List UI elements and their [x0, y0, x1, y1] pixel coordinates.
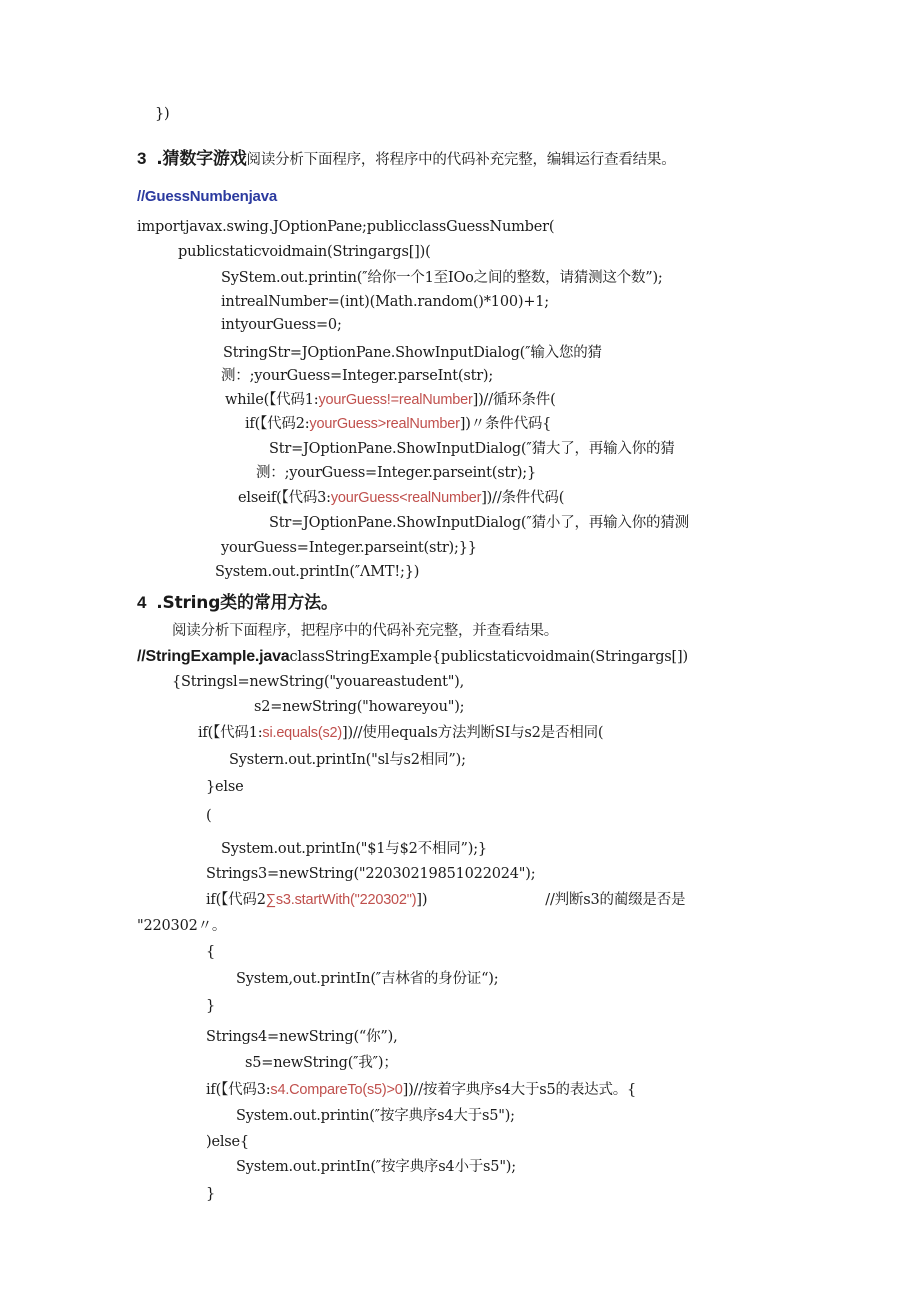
code-line-if	[206, 1080, 636, 1100]
code-text: ])//条件代码(	[481, 490, 565, 506]
code-text: if(【代码1:	[198, 725, 263, 741]
code-line: Systern.out.printIn("sl与s2相同”);	[229, 752, 466, 768]
code-text: ])〃条件代码{	[459, 416, 552, 432]
code-line-if	[206, 890, 685, 910]
code-answer-3: yourGuess<realNumber	[330, 490, 482, 506]
code-comment: //判断s3的蔺缀是否是	[545, 892, 686, 908]
code-line: importjavax.swing.JOptionPane;publicclassGuessNumber(	[137, 219, 555, 235]
code-answer-1: yourGuess!=realNumber	[318, 392, 473, 408]
code-line-while	[225, 390, 556, 410]
code-line: Strings4=newString(“你”),	[206, 1029, 398, 1045]
closing-brace-line: })	[155, 106, 170, 122]
code-line: Str=JOptionPane.ShowInputDialog(″猜小了，再输入你的猜测	[269, 515, 689, 531]
code-line: Str=JOptionPane.ShowInputDialog(″猜大了，再输入你的猜	[269, 441, 675, 457]
code-text: ])//按着字典序s4大于s5的表达式。{	[402, 1082, 637, 1098]
code-line: StringStr=JOptionPane.ShowInputDialog(″输入您的猜	[223, 345, 602, 361]
code-line-elseif	[238, 488, 564, 508]
code-line: System.out.printin(″按字典序s4大于s5");	[236, 1108, 515, 1124]
code-text: elseif(【代码3:	[238, 490, 331, 506]
code-line: System.out.printIn(″按字典序s4小于s5");	[236, 1159, 516, 1175]
code-line: s5=newString(″我″)；	[245, 1055, 398, 1071]
section-4-number: 4	[137, 593, 147, 612]
code-line-class	[137, 647, 688, 667]
code-line: {Stringsl=newString("youareastudent"),	[172, 674, 465, 690]
code-answer-1: si.equals(s2)	[262, 725, 343, 741]
code-line: s2=newString("howareyou");	[254, 699, 465, 715]
code-text: while(【代码1:	[225, 392, 319, 408]
code-line: )else{	[206, 1134, 249, 1150]
code-text: classStringExample{publicstaticvoidmain(Stringargs[])	[289, 649, 688, 665]
code-text: ])//循环条件(	[472, 392, 556, 408]
code-line: System.out.printIn(″ΛMT!;})	[215, 564, 420, 580]
code-line-if	[198, 723, 603, 743]
code-text: if(【代码2:	[245, 416, 310, 432]
section-4-heading	[137, 593, 338, 613]
code-line: 测：;yourGuess=Integer.parseint(str);}	[256, 465, 537, 481]
code-line: 测：;yourGuess=Integer.parseInt(str);	[221, 368, 494, 384]
code-line: intyourGuess=0;	[221, 317, 342, 333]
section-3-title: .猜数字游戏	[156, 149, 247, 169]
section-3-heading	[137, 149, 676, 170]
code-answer-2: ∑s3.startWith("220302")	[265, 892, 417, 908]
code-line: yourGuess=Integer.parseint(str);}}	[221, 540, 477, 556]
code-line: }else	[206, 779, 244, 795]
section-3-filename: //GuessNumbenjava	[137, 188, 277, 205]
section-4-title: .String类的常用方法。	[156, 593, 338, 613]
code-text: if(【代码2	[206, 892, 266, 908]
code-text: ])//使用equals方法判断SI与s2是否相同(	[342, 725, 604, 741]
code-text: ])	[416, 892, 428, 908]
code-line: System,out.printIn(″吉林省的身份证“);	[236, 971, 499, 987]
code-line-if	[245, 414, 551, 434]
code-line: (	[206, 808, 212, 824]
section-4-filename: //StringExampIe.java	[137, 648, 290, 665]
code-line: intrealNumber=(int)(Math.random()*100)+1;	[221, 294, 549, 310]
section-3-number: 3	[137, 149, 147, 168]
code-answer-2: yourGuess>realNumber	[309, 416, 460, 432]
code-line: publicstaticvoidmain(Stringargs[])(	[178, 244, 431, 260]
code-line: }	[206, 998, 216, 1014]
code-answer-3: s4.CompareTo(s5)>0	[270, 1082, 403, 1098]
section-3-description: 阅读分析下面程序，将程序中的代码补充完整，编辑运行查看结果。	[246, 152, 676, 168]
code-line: System.out.printIn("$1与$2不相同”);}	[221, 841, 487, 857]
code-line: SyStem.out.printin(″给你一个1至IOo之间的整数，请猜测这个数”);	[221, 270, 663, 286]
code-text: if(【代码3:	[206, 1082, 271, 1098]
section-4-description: 阅读分析下面程序，把程序中的代码补充完整，并查看结果。	[172, 623, 559, 639]
code-line: "220302〃。	[137, 918, 227, 934]
code-line: }	[206, 1186, 216, 1202]
code-line: Strings3=newString("22030219851022024");	[206, 866, 536, 882]
code-line: {	[206, 944, 216, 960]
